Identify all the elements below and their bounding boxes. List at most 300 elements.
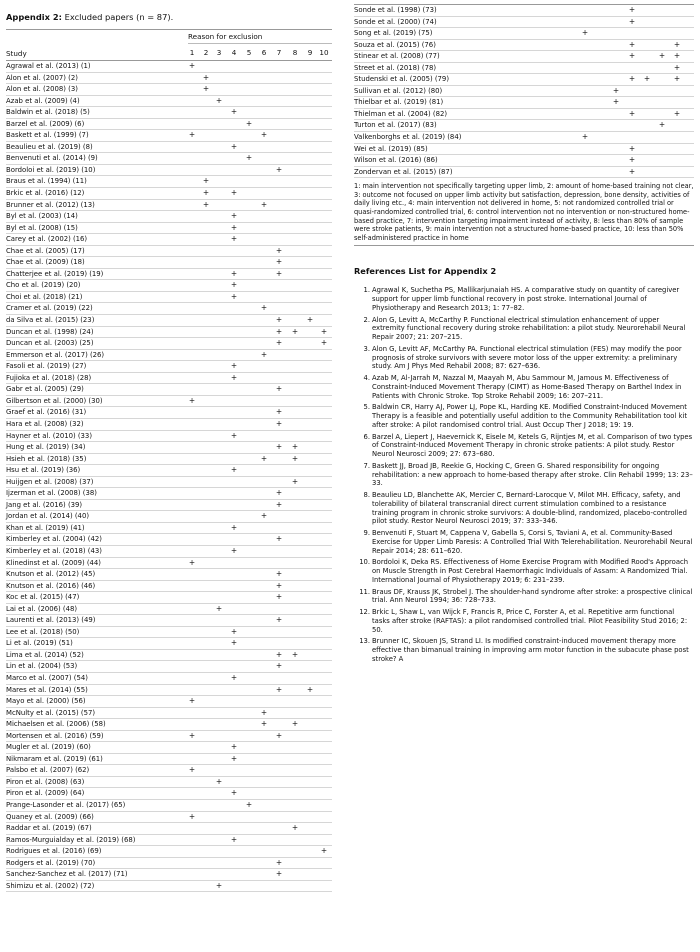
reason-number-3: 3: [216, 48, 222, 57]
study-name: Alon et al. (2008) (3): [6, 85, 78, 94]
table-row: [6, 280, 332, 292]
excluded-table-right: [354, 4, 694, 178]
study-name: Souza et al. (2015) (76): [354, 40, 436, 49]
reference-text: Alon G, Levitt A, McCarthy P. Functional electrical stimulation enhancement of upper extremity functional recovery during stroke rehabilitation: a pilot study. Neurorehabil Neural Repair 2007; 21: 207–215.: [372, 315, 686, 342]
study-header: Study: [6, 49, 27, 58]
study-name: Duncan et al. (2003) (25): [6, 339, 94, 348]
study-name: Khan et al. (2019) (41): [6, 523, 85, 532]
reason-number-2: 2: [203, 48, 209, 57]
study-name: Huijgen et al. (2008) (37): [6, 477, 94, 486]
study-name: Klinedinst et al. (2009) (44): [6, 558, 101, 567]
table-row: [6, 754, 332, 766]
reason-mark-6: +: [260, 130, 268, 140]
table-row: [6, 73, 332, 85]
table-row: [6, 269, 332, 281]
table-row: [6, 396, 332, 408]
table-row: [6, 742, 332, 754]
reason-mark-7: +: [275, 580, 283, 590]
reason-mark-7: +: [275, 418, 283, 428]
reference-item: [354, 462, 694, 488]
reason-mark-8: +: [291, 453, 299, 463]
study-name: Knutson et al. (2012) (45): [6, 570, 96, 579]
table-row: [6, 84, 332, 96]
study-name: Thielbar et al. (2019) (81): [354, 98, 444, 107]
study-name: Agrawal et al. (2013) (1): [6, 62, 91, 70]
table-row: [6, 315, 332, 327]
reference-text: Baskett JJ, Broad JB, Reekie G, Hocking C, Green G. Shared responsibility for ongoing rehabilitation: a new approach to home-based therapy after stroke. Clin Rehabil 1999; 13: 23–33.: [372, 461, 693, 488]
table-row: [6, 107, 332, 119]
reason-mark-4: +: [230, 638, 238, 648]
table-row: [6, 246, 332, 258]
table-row: [6, 615, 332, 627]
reason-mark-4: +: [230, 268, 238, 278]
study-name: Cho et al. (2019) (20): [6, 281, 81, 290]
study-name: Prange-Lasonder et al. (2017) (65): [6, 801, 126, 809]
reason-mark-7: +: [275, 661, 283, 671]
reference-item: [354, 433, 694, 459]
study-name: Azab et al. (2009) (4): [6, 96, 80, 105]
reason-mark-6: +: [260, 511, 268, 521]
table-row: [6, 523, 332, 535]
references-list: [354, 286, 694, 663]
reason-mark-2: +: [202, 188, 210, 198]
reason-mark-6: +: [260, 453, 268, 463]
reason-mark-10: +: [320, 326, 328, 336]
reference-number: 8.: [363, 491, 370, 500]
reason-mark-4: +: [230, 188, 238, 198]
study-name: Benvenuti et al. (2014) (9): [6, 154, 98, 163]
table-row: [354, 86, 694, 98]
reason-mark-7: +: [275, 326, 283, 336]
reason-mark-7: +: [275, 869, 283, 879]
reason-mark-7: +: [275, 857, 283, 867]
table-row: [354, 167, 694, 179]
study-name: Koc et al. (2015) (47): [6, 593, 80, 602]
study-name: Bordoloi et al. (2019) (10): [6, 165, 96, 174]
reason-mark-4: +: [230, 280, 238, 290]
table-row: [6, 511, 332, 523]
reason-mark-5: +: [245, 153, 253, 163]
reason-mark-4: +: [230, 522, 238, 532]
reason-mark-9: +: [306, 315, 314, 325]
reason-mark-4: +: [230, 372, 238, 382]
reference-text: Bordoloi K, Deka RS. Effectiveness of Home Exercise Program with Modified Rood's Approach on Muscle Strength in Post Cerebral Haemorrhagic Individuals of Assam: A Randomized Trial. International Journal of Physiotherapy 2019; 6: 231–239.: [372, 558, 689, 584]
reason-mark-7: +: [628, 51, 636, 61]
reason-mark-9: +: [658, 120, 666, 130]
table-row: [6, 846, 332, 858]
reference-number: 3.: [363, 344, 370, 353]
table-row: [6, 165, 332, 177]
reason-mark-7: +: [275, 730, 283, 740]
reference-item: [354, 345, 694, 371]
reference-item: [354, 491, 694, 526]
reason-mark-6: +: [260, 349, 268, 359]
reason-mark-4: +: [230, 834, 238, 844]
study-name: Brunner et al. (2012) (13): [6, 200, 95, 209]
table-row: [354, 144, 694, 156]
reason-mark-4: +: [230, 753, 238, 763]
study-name: Lai et al. (2006) (48): [6, 604, 78, 613]
table-row: [6, 546, 332, 558]
table-row: [6, 661, 332, 673]
reason-mark-1: +: [188, 730, 196, 740]
study-name: Kimberley et al. (2004) (42): [6, 535, 102, 544]
reason-mark-7: +: [275, 268, 283, 278]
study-name: Baldwin et al. (2018) (5): [6, 108, 90, 117]
reference-text: Barzel A, Liepert J, Haevernick K, Eisele M, Ketels G, Rijntjes M, et al. Comparison of two types of Constraint-Induced Movement Therapy in chronic stroke patients: A pilot study. Restor Neurol Neurosci 2009; 27: 673–680.: [372, 432, 693, 459]
study-name: Valkenborghs et al. (2019) (84): [354, 133, 462, 142]
study-name: Chae et al. (2005) (17): [6, 246, 85, 255]
appendix-title: [6, 12, 332, 22]
table-row: [6, 569, 332, 581]
reason-mark-8: +: [291, 649, 299, 659]
table-row: [6, 292, 332, 304]
reason-mark-4: +: [230, 222, 238, 232]
study-name: Fasoli et al. (2019) (27): [6, 362, 87, 371]
table-row: [6, 673, 332, 685]
table-row: [6, 823, 332, 835]
reason-mark-2: +: [202, 72, 210, 82]
reason-mark-1: +: [188, 557, 196, 567]
reason-mark-7: +: [275, 257, 283, 267]
reason-mark-7: +: [275, 338, 283, 348]
study-name: Lin et al. (2004) (53): [6, 662, 78, 671]
reason-mark-4: +: [230, 211, 238, 221]
table-row: [6, 777, 332, 789]
reason-mark-7: +: [275, 245, 283, 255]
reason-mark-7: +: [628, 143, 636, 153]
reason-mark-10: +: [673, 51, 681, 61]
table-row: [6, 176, 332, 188]
reason-number-7: 7: [276, 48, 282, 57]
table-row: [6, 338, 332, 350]
reference-item: [354, 286, 694, 312]
reason-mark-4: +: [230, 788, 238, 798]
reason-mark-6: +: [260, 719, 268, 729]
study-name: Sullivan et al. (2012) (80): [354, 86, 443, 95]
study-name: Fujioka et al. (2018) (28): [6, 373, 92, 382]
reason-number-6: 6: [261, 48, 267, 57]
study-name: Kimberley et al. (2018) (43): [6, 546, 102, 555]
reason-mark-2: +: [202, 176, 210, 186]
study-name: Cramer et al. (2019) (22): [6, 304, 93, 313]
table-row: [6, 188, 332, 200]
table-row: [6, 257, 332, 269]
reason-number-row: [6, 48, 332, 58]
table-header: [6, 29, 332, 61]
study-name: Ramos-Murguialday et al. (2019) (68): [6, 835, 136, 844]
table-row: [354, 120, 694, 132]
reference-item: [354, 403, 694, 429]
reason-mark-4: +: [230, 361, 238, 371]
reason-mark-2: +: [202, 84, 210, 94]
reason-mark-4: +: [230, 465, 238, 475]
reason-number-5: 5: [246, 48, 252, 57]
reference-text: Agrawal K, Suchetha PS, Mallikarjunaiah HS. A comparative study on quantity of caregiver support for upper limb functional recovery in post stroke. International Journal of Physiotherapy and Research 2013; 1: 77–82.: [372, 286, 680, 312]
reason-mark-7: +: [275, 684, 283, 694]
study-name: Nikmaram et al. (2019) (61): [6, 754, 103, 763]
study-name: Chae et al. (2009) (18): [6, 258, 85, 267]
study-name: Wilson et al. (2016) (86): [354, 156, 438, 165]
reason-mark-4: +: [230, 141, 238, 151]
table-row: [6, 650, 332, 662]
table-row: [6, 407, 332, 419]
reason-mark-1: +: [188, 61, 196, 70]
reference-text: Azab M, Al-Jarrah M, Nazzal M, Maayah M, Abu Sammour M, Jamous M. Effectiveness of Constraint-Induced Movement Therapy (CIMT) as Home-Based Therapy on Barthel Index in Patients with Chronic Stroke. Top Stroke Rehabil 2009; 16: 207–211.: [372, 374, 682, 400]
reason-legend: 1: main intervention not specifically targeting upper limb, 2: amount of home-based training not clear, 3: outcome not focused on upper limb activity but satisfaction, depression, bone density, activities of daily living etc., 4: main intervention not delivered in home, 5: not randomized controlled trial or quasi-randomized controlled trial, 6: control intervention not no intervention or non-structured home-based practice, 7: intervention targeting impairment instead of activity, 8: less than 80% of sample were stroke patients, 9: main intervention not a structured home-based practice, 10: less than 50% self-administered practice in home: [354, 182, 694, 246]
table-row: [6, 431, 332, 443]
table-row: [6, 881, 332, 893]
table-row: [6, 130, 332, 142]
study-name: Piron et al. (2009) (64): [6, 789, 85, 798]
reason-mark-9: +: [306, 684, 314, 694]
table-row: [6, 627, 332, 639]
reason-mark-6: +: [260, 303, 268, 313]
table-row: [6, 638, 332, 650]
study-name: Alon et al. (2007) (2): [6, 73, 78, 82]
reason-mark-4: +: [230, 672, 238, 682]
reference-number: 1.: [363, 286, 370, 295]
reference-number: 2.: [363, 315, 370, 324]
study-name: Li et al. (2019) (51): [6, 639, 73, 648]
study-name: Thielman et al. (2004) (82): [354, 109, 448, 118]
table-row: [354, 155, 694, 167]
reference-item: [354, 558, 694, 584]
table-row: [354, 17, 694, 29]
reason-mark-3: +: [215, 776, 223, 786]
table-row: [6, 765, 332, 777]
table-row: [6, 419, 332, 431]
reason-mark-1: +: [188, 395, 196, 405]
reference-text: Alon G, Levitt AF, McCarthy PA. Functional electrical stimulation (FES) may modify the poor prognosis of stroke survivors with severe motor loss of the upper extremity: a preliminary study. Am J Phys Med Rehabil 2008; 87: 627–636.: [372, 344, 682, 371]
reference-number: 9.: [363, 529, 370, 538]
study-name: Emmerson et al. (2017) (26): [6, 350, 105, 359]
reference-number: 10.: [359, 558, 370, 567]
reason-mark-9: +: [658, 51, 666, 61]
reason-mark-8: +: [291, 326, 299, 336]
table-row: [6, 384, 332, 396]
table-row: [6, 708, 332, 720]
reason-mark-4: +: [230, 107, 238, 117]
table-row: [6, 558, 332, 570]
reference-item: [354, 608, 694, 634]
study-name: Wei et al. (2019) (85): [354, 144, 428, 153]
appendix-caption: Excluded papers (n = 87).: [61, 12, 174, 22]
table-row: [354, 40, 694, 52]
reference-text: Brkic L, Shaw L, van Wijck F, Francis R, Price C, Forster A, et al. Repetitive arm functional tasks after stroke (RAFTAS): a pilot randomised controlled trial. Pilot Feasibility Stud 2016; 2: 50.: [372, 608, 688, 634]
table-row: [6, 685, 332, 697]
reference-number: 11.: [359, 587, 370, 596]
study-name: Gabr et al. (2005) (29): [6, 385, 84, 394]
reference-item: [354, 374, 694, 400]
study-name: Marco et al. (2007) (54): [6, 673, 88, 682]
reason-mark-6: +: [260, 707, 268, 717]
excluded-table-left: [6, 61, 332, 892]
reason-number-8: 8: [292, 48, 298, 57]
study-name: Sanchez-Sanchez et al. (2017) (71): [6, 870, 128, 879]
table-row: [6, 534, 332, 546]
reason-mark-7: +: [275, 384, 283, 394]
reason-mark-7: +: [275, 315, 283, 325]
table-row: [6, 465, 332, 477]
reason-mark-7: +: [275, 407, 283, 417]
reference-item: [354, 316, 694, 342]
reason-mark-10: +: [673, 74, 681, 84]
reason-mark-7: +: [275, 164, 283, 174]
study-name: Braus et al. (1994) (11): [6, 177, 87, 186]
reason-mark-5: +: [245, 800, 253, 809]
reason-mark-4: +: [230, 291, 238, 301]
reason-mark-10: +: [673, 62, 681, 72]
reason-mark-4: +: [230, 742, 238, 752]
reason-mark-4: +: [581, 132, 589, 142]
reason-number-1: 1: [189, 48, 195, 57]
table-row: [354, 63, 694, 75]
table-row: [6, 581, 332, 593]
reference-number: 7.: [363, 461, 370, 470]
study-name: Jang et al. (2016) (39): [6, 500, 83, 509]
table-row: [6, 858, 332, 870]
study-name: Graef et al. (2016) (31): [6, 408, 87, 417]
reason-mark-5: +: [245, 118, 253, 128]
reference-item: [354, 637, 694, 663]
reason-mark-7: +: [628, 39, 636, 49]
reason-mark-1: +: [188, 765, 196, 775]
reason-number-4: 4: [231, 48, 237, 57]
reason-header: Reason for exclusion: [188, 32, 263, 41]
study-name: Brkic et al. (2016) (12): [6, 189, 85, 198]
study-name: Lee et al. (2018) (50): [6, 627, 80, 636]
table-row: [6, 350, 332, 362]
table-row: [354, 132, 694, 144]
reason-mark-3: +: [215, 603, 223, 613]
reason-mark-7: +: [628, 16, 636, 26]
study-name: Mortensen et al. (2016) (59): [6, 731, 104, 740]
study-name: Shimizu et al. (2002) (72): [6, 881, 95, 890]
reference-text: Beaulieu LD, Blanchette AK, Mercier C, Bernard-Larocque V, Milot MH. Efficacy, safety, and tolerability of bilateral transcranial direct current stimulation combined to a resistance training program in chronic stroke survivors: A double-blind, randomized, placebo-controlled pilot study. Restor Neurol Neurosci 2019; 37: 333–346.: [372, 491, 687, 526]
study-name: Piron et al. (2008) (63): [6, 777, 85, 786]
study-name: Chatterjee et al. (2019) (19): [6, 269, 104, 278]
reason-mark-7: +: [275, 488, 283, 498]
reason-mark-1: +: [188, 696, 196, 706]
study-name: da Silva et al. (2015) (23): [6, 316, 95, 325]
reference-item: [354, 588, 694, 606]
study-name: Barzel et al. (2009) (6): [6, 119, 85, 128]
study-name: Hara et al. (2008) (32): [6, 419, 84, 428]
table-row: [6, 119, 332, 131]
table-row: [354, 28, 694, 40]
reason-mark-3: +: [215, 95, 223, 105]
left-column: [6, 4, 332, 892]
study-name: Mares et al. (2014) (55): [6, 685, 88, 694]
study-name: Michaelsen et al. (2006) (58): [6, 720, 106, 729]
reason-mark-7: +: [628, 166, 636, 176]
reason-mark-7: +: [275, 569, 283, 579]
table-row: [6, 234, 332, 246]
table-row: [6, 61, 332, 73]
study-name: Jordan et al. (2014) (40): [6, 512, 90, 521]
reason-mark-6: +: [260, 199, 268, 209]
table-row: [354, 97, 694, 109]
right-column: [354, 4, 694, 667]
table-row: [6, 327, 332, 339]
reference-number: 5.: [363, 403, 370, 412]
reference-text: Benvenuti F, Stuart M, Cappena V, Gabella S, Corsi S, Taviani A, et al. Community-Based Exercise for Upper Limb Paresis: A Controlled Trial With Telerehabilitation. Neurorehabil Neural Repair 2014; 28: 611–620.: [372, 529, 693, 555]
table-row: [354, 74, 694, 86]
reason-mark-7: +: [275, 649, 283, 659]
table-row: [354, 51, 694, 63]
study-name: Raddar et al. (2019) (67): [6, 824, 92, 833]
reference-number: 13.: [359, 637, 370, 646]
reason-mark-6: +: [612, 85, 620, 95]
study-name: Mugler et al. (2019) (60): [6, 743, 91, 752]
reference-number: 12.: [359, 608, 370, 617]
study-name: Rodrigues et al. (2016) (69): [6, 847, 102, 856]
table-row: [6, 223, 332, 235]
table-row: [6, 719, 332, 731]
reason-mark-7: +: [628, 5, 636, 14]
reason-mark-6: +: [612, 97, 620, 107]
reference-text: Brunner IC, Skouen JS, Strand LI. Is modified constraint-induced movement therapy more effective than bimanual training in improving arm motor function in the subacute phase post stroke? A: [372, 637, 689, 663]
study-name: Song et al. (2019) (75): [354, 29, 433, 38]
study-name: Hung et al. (2019) (34): [6, 443, 86, 452]
appendix-label: Appendix 2:: [6, 12, 62, 22]
table-row: [6, 373, 332, 385]
table-row: [6, 800, 332, 812]
table-row: [6, 869, 332, 881]
study-name: Baskett et al. (1999) (7): [6, 131, 89, 140]
reason-mark-10: +: [673, 108, 681, 118]
reason-mark-7: +: [275, 442, 283, 452]
reason-mark-1: +: [188, 130, 196, 140]
reason-mark-7: +: [628, 108, 636, 118]
reason-mark-7: +: [275, 592, 283, 602]
reason-mark-8: +: [291, 442, 299, 452]
reference-number: 4.: [363, 374, 370, 383]
study-name: Byl et al. (2003) (14): [6, 212, 78, 221]
reason-mark-8: +: [291, 719, 299, 729]
table-row: [354, 109, 694, 121]
table-row: [6, 454, 332, 466]
reference-text: Braus DF, Krauss JK, Strobel J. The shoulder-hand syndrome after stroke: a prospective clinical trial. Ann Neurol 1994; 36: 728–733.: [372, 587, 693, 605]
reason-mark-7: +: [628, 155, 636, 165]
reason-mark-10: +: [320, 338, 328, 348]
table-row: [6, 211, 332, 223]
table-row: [6, 361, 332, 373]
table-row: [6, 303, 332, 315]
references-title: References List for Appendix 2: [354, 266, 497, 277]
study-name: Street et al. (2018) (78): [354, 63, 437, 72]
study-name: Sonde et al. (2000) (74): [354, 17, 437, 26]
table-row: [6, 96, 332, 108]
study-name: Choi et al. (2018) (21): [6, 292, 83, 301]
reason-mark-7: +: [628, 74, 636, 84]
study-name: Duncan et al. (1998) (24): [6, 327, 94, 336]
reason-mark-8: +: [291, 823, 299, 833]
reason-mark-4: +: [230, 234, 238, 244]
study-name: Mayo et al. (2000) (56): [6, 697, 86, 706]
study-name: Carey et al. (2002) (16): [6, 235, 88, 244]
study-name: Byl et al. (2008) (15): [6, 223, 78, 232]
study-name: Studenski et al. (2005) (79): [354, 75, 450, 84]
reason-header-rule: [188, 43, 332, 44]
reference-text: Baldwin CR, Harry AJ, Power LJ, Pope KL, Harding KE. Modified Constraint-Induced Movement Therapy is a feasible and potentially useful addition to the Community Rehabilitation tool kit after stroke: A pilot randomised control trial. Aust Occup Ther J 2018; 19: 19.: [372, 403, 688, 429]
reason-mark-10: +: [673, 39, 681, 49]
study-name: Quaney et al. (2009) (66): [6, 812, 94, 821]
reference-item: [354, 529, 694, 555]
reason-number-9: 9: [307, 48, 313, 57]
table-row: [354, 5, 694, 17]
